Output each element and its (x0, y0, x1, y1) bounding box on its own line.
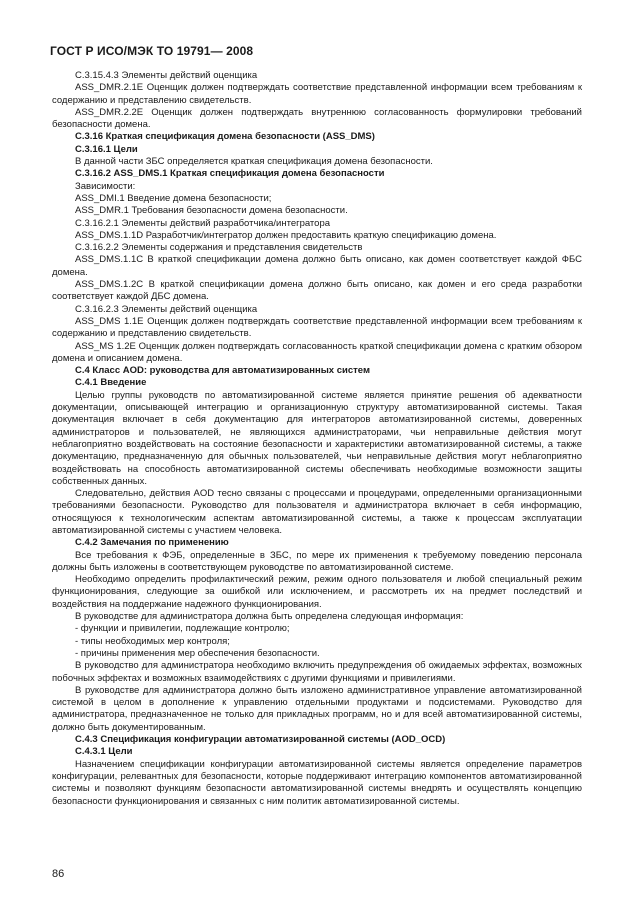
paragraph: ASS_DMR.2.2E Оценщик должен подтверждать внутреннюю согласованность формулировки требований безопасности домена. (52, 106, 582, 131)
paragraph: С.3.16.2.3 Элементы действий оценщика (75, 303, 258, 315)
paragraph: ASS_MS 1.2E Оценщик должен подтверждать согласованность краткой спецификации домена с кратким обзором домена и описанием домена. (52, 340, 582, 364)
paragraph: С.3.15.4.3 Элементы действий оценщика (75, 70, 258, 81)
paragraph: С.3.16.2.2 Элементы содержания и представления свидетельств (75, 242, 363, 254)
paragraph: ASS_DMR.2.1E Оценщик должен подтверждать соответствие представленной информации всем требованиям к содержанию и представлению свидетельств. (52, 82, 582, 106)
document-body (52, 70, 582, 808)
paragraph: С.3.16.2.1 Элементы действий разработчика/интегратора (75, 217, 331, 229)
paragraph: ASS_DMS.1.1С В краткой спецификации домена должно быть описано, как домен соответствует каждой ФБС домена. (52, 254, 582, 278)
paragraph: Все требования к ФЭБ, определенные в ЗБС, по мере их применения к требуемому поведению персонала должны быть изложены в соответствующем руководстве по автоматизированной системе. (52, 549, 582, 573)
paragraph: ASS_DMS.1.2C В краткой спецификации домена должно быть описано, как домен и его среда разработки соответствует каждой ДБС домена. (52, 279, 582, 303)
section-heading: С.4.1 Введение (75, 377, 147, 389)
page-header: ГОСТ Р ИСО/МЭК ТО 19791— 2008 (50, 44, 254, 58)
paragraph: ASS_DMI.1 Введение домена безопасности; (75, 192, 272, 204)
paragraph: Назначением спецификации конфигурации автоматизированной системы является определение параметров конфигурации, релевантных для безопасности, которые поддерживают интеграцию компонентов автоматизированной системы и позволяют функциям безопасности автоматизированной системы внедрять и осуществлять концепцию безопасности функционирования и связанных с ним политик автоматизированной системы. (52, 758, 582, 807)
paragraph: - типы необходимых мер контроля; (75, 635, 230, 647)
section-heading: С.3.16.2 ASS_DMS.1 Краткая спецификация домена безопасности (75, 168, 385, 180)
paragraph: Зависимости: (75, 180, 136, 192)
section-heading: С.4.3.1 Цели (75, 746, 133, 758)
paragraph: Целью группы руководств по автоматизированной системе является принятие решения об адекватности документации, описывающей интеграцию и организационную структуру автоматизированной системы. Такая документация включает в себя документацию для интеграторов автоматизированной системы, доверенных администраторов и пользователей, не являющихся администраторами, чьи неправильные действия могут неблагоприятно воздействовать на состояние безопасности и характеристики автоматизированной системы, а также документацию, предназначенную для обычных пользователей, чьи неправильные действия могут неблагоприятно воздействовать на способность автоматизированной системы обеспечивать необходимые возможности защиты собственных данных. (52, 389, 582, 487)
paragraph: Следовательно, действия AOD тесно связаны с процессами и процедурами, определенными организационными требованиями безопасности. Руководство для пользователя и администратора включает в себя информацию, относящуюся к технологическим аспектам автоматизированной системы, а также к процессам эксплуатации автоматизированной системы с участием человека. (52, 488, 582, 536)
paragraph: - функции и привилегии, подлежащие контролю; (75, 623, 290, 635)
paragraph: Необходимо определить профилактический режим, режим одного пользователя и любой специальный режим функционирования, следующие за ошибкой или исключением, и рассмотреть их на предмет последствий и воздействия на поддержание надежного функционирования. (52, 574, 582, 610)
paragraph: В руководство для администратора необходимо включить предупреждения об ожидаемых эффектах, возможных побочных эффектах и возможных взаимодействиях с другими функциями и привилегиями. (52, 660, 582, 684)
section-heading: С.4.2 Замечания по применению (75, 537, 229, 549)
section-heading: С.3.16.1 Цели (75, 143, 138, 155)
section-heading: С.4.3 Спецификация конфигурации автоматизированной системы (AOD_OCD) (75, 734, 446, 746)
paragraph: ASS_DMR.1 Требования безопасности домена безопасности. (75, 205, 348, 217)
section-heading: С.3.16 Краткая спецификация домена безопасности (ASS_DMS) (75, 131, 375, 143)
page-number: 86 (52, 868, 65, 880)
paragraph: В руководстве для администратора должна быть определена следующая информация: (75, 611, 464, 623)
paragraph: ASS_DMS.1.1D Разработчик/интегратор должен предоставить краткую спецификацию домена. (75, 229, 497, 241)
paragraph: В руководстве для администратора должно быть изложено административное управление автоматизированной системой в целом в дополнение к управлению отдельными продуктами и подсистемами. Руководство для администратора, предназначенное не только для прикладных программ, но и для всей автоматизированной системы, должно быть документированным. (52, 684, 582, 733)
paragraph: - причины применения мер обеспечения безопасности. (75, 647, 320, 659)
paragraph: ASS_DMS 1.1E Оценщик должен подтверждать соответствие представленной информации всем требованиям к содержанию и представлению свидетельств. (52, 315, 582, 340)
section-heading: С.4 Класс AOD: руководства для автоматизированных систем (75, 365, 370, 377)
paragraph: В данной части ЗБС определяется краткая спецификация домена безопасности. (75, 156, 433, 168)
